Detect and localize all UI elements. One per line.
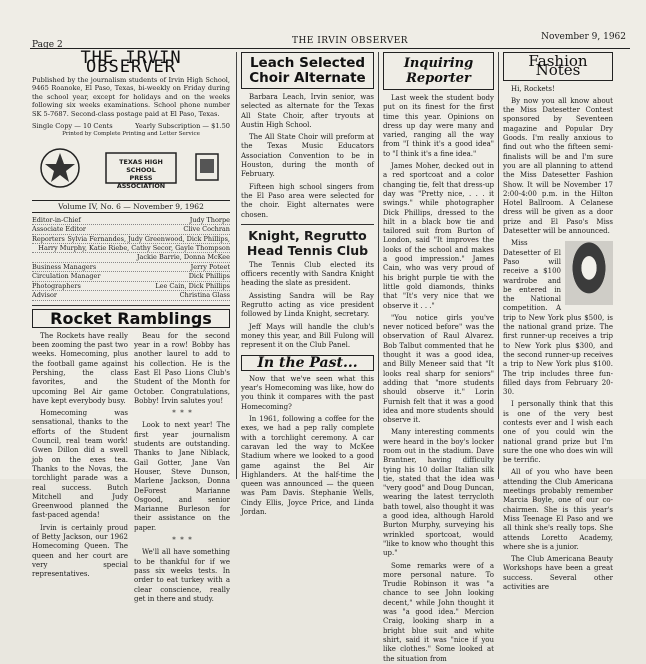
staff-role: Associate Editor <box>32 225 87 234</box>
inquiring-paragraph: "You notice girls you've never noticed before" was the observation of Raul Alvarez. Bob Talbut commented that he thought it was a good idea, and Billy Meneer said that "It looks real sharp for seniors" adding that "more students should observe it." Lorin Furnish felt that it was a good idea and more students should observe it. <box>383 313 494 425</box>
tennis-headline: Knight, Regrutto Head Tennis Club <box>246 227 369 258</box>
tennis-paragraph: Assisting Sandra will be Ray Regrutto acting as vice president followed by Linda Knight, secretary. <box>241 291 374 319</box>
staff-name: Christina Glass <box>179 291 230 300</box>
rocket-paragraph: Homecoming was sensational, thanks to the efforts of the Student Council, real team work! Gwen Dillon did a swell job on the exes tea. Thanks to the Novas, the torchlight parade was a real success. Butch Mitchell and Judy Greenwood planned the fast-paced agenda! <box>32 409 128 520</box>
staff-role: Photographers <box>32 281 81 290</box>
staff-row <box>32 244 230 253</box>
section-divider: * * * <box>172 536 192 545</box>
page-number: Page 2 <box>32 40 63 50</box>
staff-row <box>32 263 230 272</box>
contestant-photo <box>565 241 613 305</box>
staff-row <box>32 225 230 234</box>
printer-credit: Printed by Complete Printing and Letter Service <box>62 130 200 137</box>
staff-name: Clive Cochran <box>183 225 230 234</box>
staff-name: Judy Thorpe <box>189 215 230 224</box>
press-association-line2: PRESS ASSOCIATION <box>116 173 166 190</box>
leach-paragraph: The All State Choir will preform at the Texas Music Educators Association Convention to be in Houston, during the month of February. <box>241 133 374 179</box>
fashion-paragraph: All of you who have been attending the Club Americana meetings probably remember Marcia Boyle, one of our co-chairmen. She is this year's Miss Teenage El Paso and we all think she's really tops. She attends Loretto Academy, where she is a junior. <box>503 468 613 551</box>
subscription-price: Yearly Subscription — $1.50 <box>135 121 230 130</box>
inquiring-reporter-title <box>383 52 494 90</box>
tennis-paragraph: The Tennis Club elected its officers recently with Sandra Knight heading the slate as president. <box>241 260 374 288</box>
page-header <box>30 30 630 49</box>
staff-row <box>32 272 230 281</box>
staff-name: Harry Murphy, Katie Riebe, Cathy Secor, Gayle Thompson <box>38 244 230 253</box>
inquiring-paragraph: James Moher, decked out in a red sportcoat and a color changing tie, felt that dress-up day was "Pretty nice, . . . it swings." while photographer Dick Phillips, dressed to the hilt in a black bow tie and tailored suit from Burton of London, said "It improves the looks of the school and makes a good impression." James Cain, who was very proud of his bright purple tie with the little gold diamonds, thinks that "It's very nice that we observe it . . ." <box>383 162 494 310</box>
masthead-text: Published by the journalism students of Irvin High School, 9465 Roanoke, El Paso, Texas, bi-weekly on Friday during the school year, except for holidays and on the weeks following six weeks examinations. School phone number SK 5-7687. Second-class postage paid at El Paso, Texas. <box>32 75 230 118</box>
paper-title: THE IRVIN OBSERVER <box>291 36 409 46</box>
staff-row <box>32 291 230 300</box>
column-rule <box>378 52 379 479</box>
inquiring-paragraph: Some remarks were of a more personal nature. To Trudie Robinson it was "a chance to see John looking decent," while John thought it was "a good idea." Mercion Craig, looking sharp in a bright blue suit and white shirt, said it was "nice if you like clothes." Some looked at the situation from <box>383 561 494 663</box>
rocket-paragraph: Look to next year! The first year journalism students are outstanding. Thanks to Jane Niblack, Gail Gotter, Jane Van Houser, Steve Dunson, Marlene Jackson, Donna DeForest Marianne Osgood, and senior Marianne Burleson for their assistance on the paper. <box>134 421 230 532</box>
past-paragraph: In 1961, following a coffee for the exes, we had a pep rally complete with a torchlight ceremony. A car caravan led the way to McKee Stadium where we looked to a good game against the Bel Air Highlanders. At the half-time the queen was announced — the queen was Pam Davis. Stephanie Wells, Cindy Ellis, Joyce Price, and Linda Jordan. <box>241 415 374 516</box>
news-column <box>241 52 374 516</box>
fashion-column <box>503 52 613 592</box>
leach-paragraph: Fifteen high school singers from the El Paso area were selected for the choir. Eight alternates were chosen. <box>241 182 374 219</box>
tennis-paragraph: Jeff Mays will handle the club's money this year, and Bill Fulong will represent it on the Club Panel. <box>241 322 374 350</box>
press-association-line1: TEXAS HIGH SCHOOL <box>119 157 163 174</box>
staff-name: Jerry Poteet <box>190 262 230 271</box>
inquiring-column <box>383 52 494 663</box>
staff-name: Jackie Barrie, Donna McKee <box>136 253 230 262</box>
staff-role: Advisor <box>32 291 57 300</box>
single-copy-price: Single Copy — 10 Cents <box>32 121 113 130</box>
fashion-paragraph: Hi, Rockets! <box>511 84 555 93</box>
rocket-ramblings-title: Rocket Ramblings <box>32 309 230 328</box>
staff-name: Dick Phillips <box>188 272 230 281</box>
volume-line: Volume IV, No. 6 — November 9, 1962 <box>32 200 230 213</box>
masthead-title: THE IRVIN OBSERVER <box>80 48 182 78</box>
staff-row <box>32 235 230 244</box>
staff-role: Circulation Manager <box>32 272 101 281</box>
staff-name: Sylvia Fernandes, Judy Greenwood, Dick Phillips, <box>67 234 230 243</box>
fashion-paragraph: I personally think that this is one of the very best contests ever and I wish each one of you could win the national grand prize but I'm sure the one who does win will be terrific. <box>503 400 613 465</box>
press-logos <box>32 144 230 194</box>
fashion-paragraph: The Club Americana Beauty Workshops have been a great success. Several other activities are <box>503 555 613 592</box>
inquiring-paragraph: Many interesting comments were heard in the boy's locker room out in the stadium. Dave Brantner, having difficulty tying his 10 dollar Italian silk tie, stated that the idea was "very good" and Doug Duncan, wearing the latest terrycloth bath towel, also thought it was a good idea, although Harold Burton Murphy, surveying his wrinkled sportcoat, would "like to know who thought this up." <box>383 428 494 558</box>
issue-date: November 9, 1962 <box>541 32 626 42</box>
rocket-paragraph: The Rockets have really been zooming the past two weeks. Homecoming, plus the football game against Pershing, the class favorites, and the upcoming Bel Air game have kept everybody busy. <box>32 331 128 405</box>
staff-name: Lee Cain, Dick Phillips <box>155 281 230 290</box>
fashion-notes-title: Fashion Notes <box>503 52 613 81</box>
masthead-column <box>32 48 230 603</box>
past-paragraph: Now that we've seen what this year's Homecoming was like, how do you think it compares with the past Homecoming? <box>241 374 374 411</box>
column-rule <box>498 52 499 479</box>
staff-row <box>32 253 230 262</box>
rocket-paragraph: We'll all have something to be thankful for if we pass six weeks tests. In order to eat turkey with a clear conscience, really get in there and study. <box>134 548 230 603</box>
leach-headline: Leach Selected Choir Alternate <box>241 52 374 89</box>
rocket-paragraph: Beau for the second year in a row! Bobby has another laurel to add to his collection. He is the East El Paso Lions Club's Student of the Month for October. Congratulations, Bobby! Irvin salutes you! <box>134 331 230 405</box>
staff-box <box>32 216 230 301</box>
staff-row <box>32 216 230 225</box>
in-the-past-title: In the Past... <box>241 355 374 371</box>
fashion-paragraph: Miss Datesetter of El Paso will receive a $100 wardrobe and be entered in the National competition. A trip to New York plus $500, is the national grand prize. The first runner-up receives a trip to New York plus $300, and the second runner-up receives a trip to New York plus $100. The trip includes three fun-filled days from February 20-30. <box>503 239 613 397</box>
staff-role: Reporters <box>32 234 65 243</box>
inquiring-title-line1: Inquiring <box>403 56 474 71</box>
inquiring-paragraph: Last week the student body put on its finest for the first time this year. Opinions on dress up day were many and varied, ranging all the way from "I think it's a good idea" to "I think it's a fine idea." <box>383 94 494 158</box>
section-divider: * * * <box>172 409 192 418</box>
rocket-paragraph: Irvin is certainly proud of Betty Jackson, our 1962 Homecoming Queen. The queen and her court are very special representatives. <box>32 523 128 579</box>
inquiring-title-line2: Reporter <box>406 71 471 86</box>
column-rule <box>236 52 237 479</box>
staff-role: Editor-in-Chief <box>32 215 81 224</box>
leach-paragraph: Barbara Leach, Irvin senior, was selected as alternate for the Texas All State Choir, after tryouts at Austin High School. <box>241 93 374 129</box>
fashion-paragraph: By now you all know about the Miss Datesetter Contest sponsored by Seventeen magazine and Popular Dry Goods. I'm really anxious to find out who the fifteen semi-finalists will be and I'm sure you are all planning to attend the Miss Datesetter Fashion Show. It will be November 17 2:00-4:00 p.m. in the Hilton Hotel Ballroom. A Celanese dress will be given as a door prize and El Paso's Miss Datesetter will be announced. <box>503 96 613 236</box>
staff-role: Business Managers <box>32 262 97 271</box>
staff-row <box>32 282 230 291</box>
